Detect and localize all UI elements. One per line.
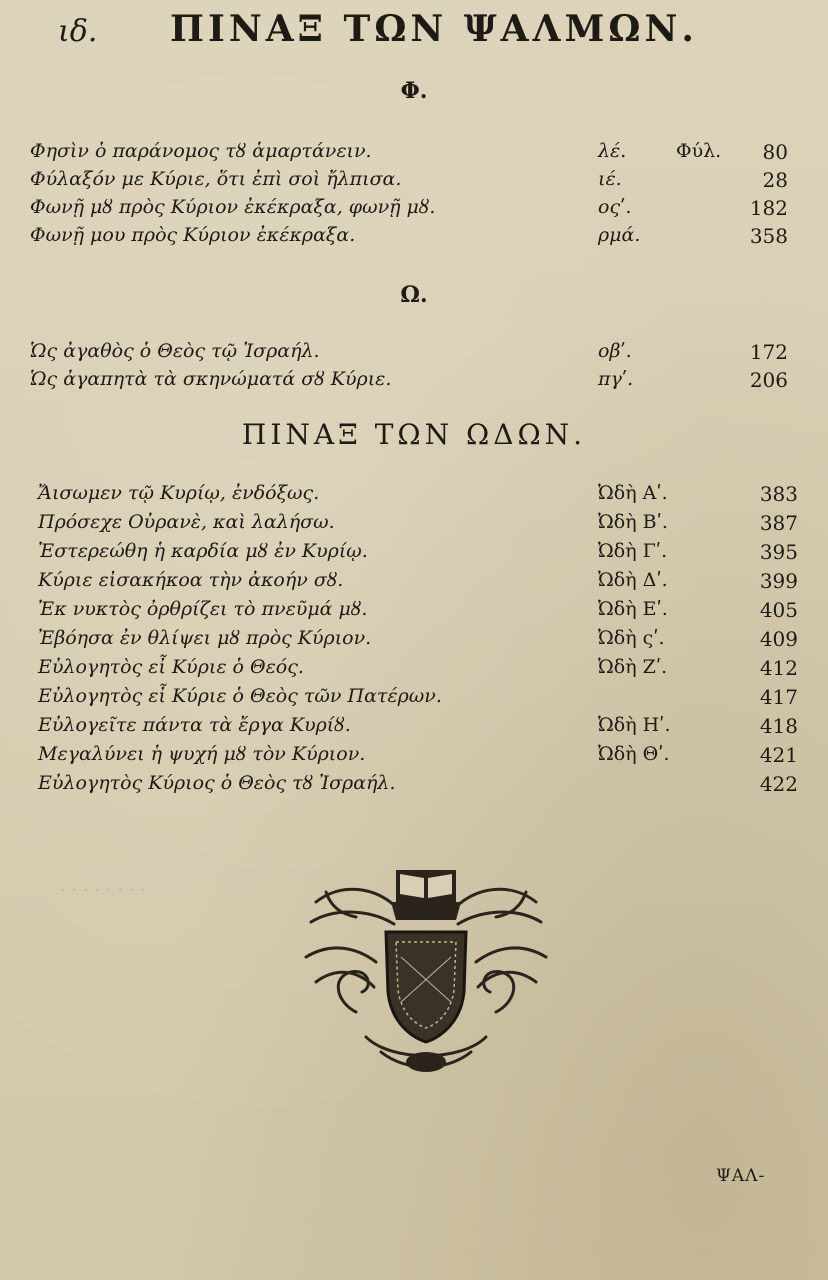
- psalm-entry: [0, 168, 828, 198]
- psalm-number: ιέ.: [598, 168, 622, 190]
- woodcut-ornament: [296, 862, 556, 1082]
- psalm-entry: [0, 224, 828, 254]
- ode-page: 418: [759, 714, 798, 738]
- odes-table-title: ΠΙΝΑΞ ΤΩΝ ΩΔΩΝ.: [241, 418, 587, 451]
- ode-label: Ὠδὴ Ζʹ.: [598, 656, 668, 678]
- ode-page: 417: [759, 685, 798, 709]
- ode-page: 395: [759, 540, 798, 564]
- ode-incipit: Κύριε εἰσακήκοα τὴν ἀκοήν σȣ.: [38, 569, 344, 591]
- psalm-entry: [0, 140, 828, 170]
- entry-page: 182: [749, 196, 788, 220]
- entry-incipit: Ὡς ἀγαπητὰ τὰ σκηνώματά σȣ Κύριε.: [30, 368, 392, 390]
- psalm-entry: [0, 368, 828, 398]
- catchword: ΨΑΛ-: [716, 1166, 766, 1186]
- ode-entry: [0, 714, 828, 742]
- ode-label: Ὠδὴ ςʹ.: [598, 627, 665, 649]
- ode-page: 387: [759, 511, 798, 535]
- entry-category: Φύλ.: [676, 140, 722, 162]
- ode-entry: [0, 656, 828, 684]
- ode-entry: [0, 743, 828, 771]
- entry-page: 80: [762, 140, 788, 164]
- ode-label: Ὠδὴ Ηʹ.: [598, 714, 671, 736]
- ode-entry: [0, 569, 828, 597]
- ode-entry: [0, 482, 828, 510]
- ode-page: 421: [759, 743, 798, 767]
- ode-label: Ὠδὴ Αʹ.: [598, 482, 668, 504]
- page-number: ιδ.: [58, 14, 98, 49]
- entry-page: 172: [749, 340, 788, 364]
- page-header: [0, 4, 828, 54]
- page-title: ΠΙΝΑΞ ΤΩΝ ΨΑΛΜΩΝ.: [170, 8, 698, 50]
- entry-incipit: Ὡς ἀγαθὸς ὁ Θεὸς τῷ Ἰσραήλ.: [30, 340, 320, 362]
- ode-label: Ὠδὴ Γʹ.: [598, 540, 668, 562]
- ode-incipit: Εὐλογεῖτε πάντα τὰ ἔργα Κυρίȣ.: [38, 714, 351, 736]
- ode-incipit: Ἐστερεώθη ἡ καρδία μȣ ἐν Κυρίῳ.: [38, 540, 368, 562]
- entry-incipit: Φησὶν ὁ παράνομος τȣ ἁμαρτάνειν.: [30, 140, 372, 162]
- section-letter-phi: Φ.: [400, 78, 428, 104]
- ode-entry: [0, 685, 828, 713]
- ode-entry: [0, 598, 828, 626]
- ode-entry: [0, 511, 828, 539]
- entry-incipit: Φύλαξόν με Κύριε, ὅτι ἐπὶ σοὶ ἤλπισα.: [30, 168, 402, 190]
- psalm-number: ρμά.: [598, 224, 641, 246]
- bleed-through-marks: · · · · · · · ·: [60, 880, 146, 901]
- psalm-entry: [0, 340, 828, 370]
- psalm-number: οβʹ.: [598, 340, 632, 362]
- ode-incipit: Πρόσεχε Οὐρανὲ, καὶ λαλήσω.: [38, 511, 335, 533]
- ode-label: Ὠδὴ Δʹ.: [598, 569, 668, 591]
- psalm-number: λέ.: [598, 140, 627, 162]
- ode-page: 383: [759, 482, 798, 506]
- section-letter-omega: Ω.: [400, 282, 428, 308]
- ode-incipit: Ἄισωμεν τῷ Κυρίῳ, ἐνδόξως.: [38, 482, 320, 504]
- ode-incipit: Ἐβόησα ἐν θλίψει μȣ πρὸς Κύριον.: [38, 627, 372, 649]
- ode-incipit: Μεγαλύνει ἡ ψυχή μȣ τὸν Κύριον.: [38, 743, 366, 765]
- ode-page: 409: [759, 627, 798, 651]
- entry-page: 358: [749, 224, 788, 248]
- psalm-number: οςʹ.: [598, 196, 632, 218]
- ode-label: Ὠδὴ Θʹ.: [598, 743, 670, 765]
- psalm-number: πγʹ.: [598, 368, 634, 390]
- ode-page: 405: [759, 598, 798, 622]
- entry-incipit: Φωνῇ μου πρὸς Κύριον ἐκέκραξα.: [30, 224, 356, 246]
- ode-page: 399: [759, 569, 798, 593]
- ode-label: Ὠδὴ Εʹ.: [598, 598, 668, 620]
- ode-entry: [0, 627, 828, 655]
- entry-page: 28: [762, 168, 788, 192]
- ode-incipit: Εὐλογητὸς Κύριος ὁ Θεὸς τȣ Ἰσραήλ.: [38, 772, 396, 794]
- entry-page: 206: [749, 368, 788, 392]
- ode-incipit: Εὐλογητὸς εἶ Κύριε ὁ Θεός.: [38, 656, 304, 678]
- ode-entry: [0, 772, 828, 800]
- psalm-entry: [0, 196, 828, 226]
- book-icon: [396, 870, 456, 902]
- entry-incipit: Φωνῇ μȣ πρὸς Κύριον ἐκέκραξα, φωνῇ μȣ.: [30, 196, 436, 218]
- ode-page: 422: [759, 772, 798, 796]
- ode-incipit: Ἐκ νυκτὸς ὀρθρίζει τὸ πνεῦμά μȣ.: [38, 598, 368, 620]
- ode-incipit: Εὐλογητὸς εἶ Κύριε ὁ Θεὸς τῶν Πατέρων.: [38, 685, 442, 707]
- ode-label: Ὠδὴ Βʹ.: [598, 511, 668, 533]
- ode-page: 412: [759, 656, 798, 680]
- ode-entry: [0, 540, 828, 568]
